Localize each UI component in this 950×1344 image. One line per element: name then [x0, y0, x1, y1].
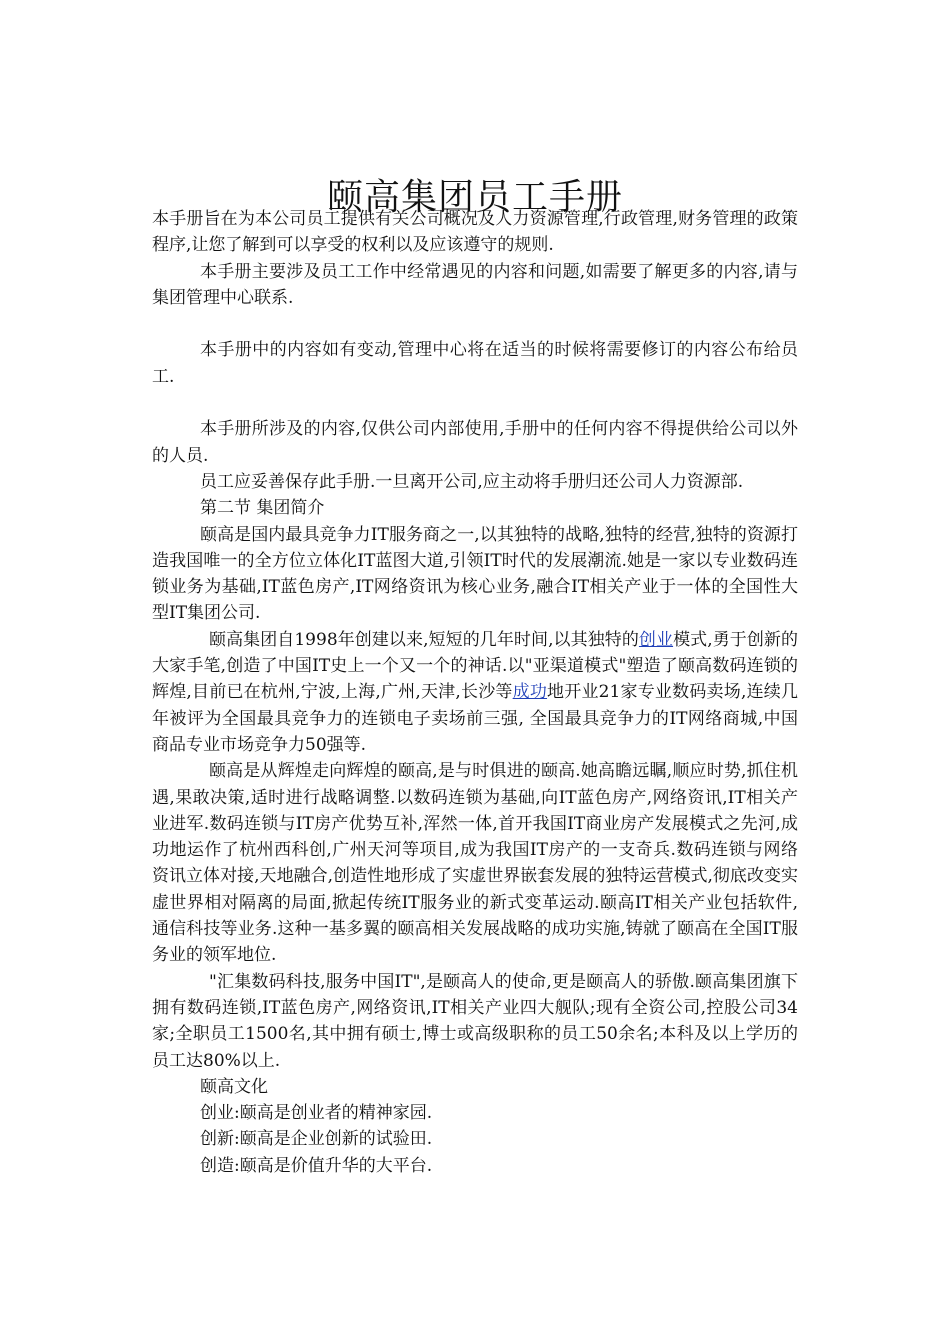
paragraph-changes: 本手册中的内容如有变动,管理中心将在适当的时候将需要修订的内容公布给员工. [152, 340, 798, 387]
paragraph-keep-handbook: 员工应妥善保存此手册.一旦离开公司,应主动将手册归还公司人力资源部. [200, 471, 744, 492]
section-heading-culture: 颐高文化 [200, 1076, 268, 1097]
paragraph-scope: 本手册主要涉及员工工作中经常遇见的内容和问题,如需要了解更多的内容,请与集团管理中心联系. [152, 261, 798, 308]
blank-line [152, 390, 798, 416]
culture-item-chuangzao: 创造:颐高是价值升华的大平台. [200, 1155, 433, 1176]
history-text-end: 地开业21家专业数码卖场,连续几年被评为全国最具竞争力的连锁电子卖场前三强, 全国最具竞争力的IT网络商城,中国商品专业市场竞争力50强等. [152, 682, 798, 755]
blank-line [152, 311, 798, 337]
culture-item-chuangxin: 创新:颐高是企业创新的试验田. [200, 1129, 433, 1150]
document-title: 颐高集团员工手册 [326, 177, 623, 219]
link-chuangye[interactable]: 创业 [638, 629, 674, 650]
culture-item-chuangye: 创业:颐高是创业者的精神家园. [200, 1103, 433, 1124]
paragraph-mission: "汇集数码科技,服务中国IT",是颐高人的使命,更是颐高人的骄傲.颐高集团旗下拥有数码连锁,IT蓝色房产,网络资讯,IT相关产业四大舰队;现有全资公司,控股公司34家;全职员工1500名,其中拥有硕士,博士或高级职称的员工50余名;本科及以上学历的员工达80%以上. [152, 971, 798, 1071]
link-chenggong[interactable]: 成功 [512, 682, 548, 703]
history-text-start: 颐高集团自1998年创建以来,短短的几年时间,以其独特的 [209, 629, 639, 650]
paragraph-strategy: 颐高是从辉煌走向辉煌的颐高,是与时俱进的颐高.她高瞻远瞩,顺应时势,抓住机遇,果敢决策,适时进行战略调整.以数码连锁为基础,向IT蓝色房产,网络资讯,IT相关产业进军.数码连锁与IT房产优势互补,浑然一体,首开我国IT商业房产发展模式之先河,成功地运作了杭州西科创,广州天河等项目,成为我国IT房产的一支奇兵.数码连锁与网络资讯立体对接,天地融合,创造性地形成了实虚世界嵌套发展的独特运营模式,彻底改变实虚世界相对隔离的局面,掀起传统IT服务业的新式变革运动.颐高IT相关产业包括软件,通信科技等业务.这种一基多翼的颐高相关发展战略的成功实施,铸就了颐高在全国IT服务业的领军地位. [152, 761, 798, 966]
paragraph-company-history [152, 627, 798, 758]
section-heading-group-intro: 第二节 集团简介 [200, 498, 325, 519]
paragraph-confidential: 本手册所涉及的内容,仅供公司内部使用,手册中的任何内容不得提供给公司以外的人员. [152, 419, 798, 466]
paragraph-intro: 本手册旨在为本公司员工提供有关公司概况及人力资源管理,行政管理,财务管理的政策程序,让您了解到可以享受的权利以及应该遵守的规则. [152, 209, 798, 256]
paragraph-company-overview: 颐高是国内最具竞争力IT服务商之一,以其独特的战略,独特的经营,独特的资源打造我国唯一的全方位立体化IT蓝图大道,引领IT时代的发展潮流.她是一家以专业数码连锁业务为基础,IT蓝色房产,IT网络资讯为核心业务,融合IT相关产业于一体的全国性大型IT集团公司. [152, 524, 798, 624]
history-text-middle: 模式,勇于创新的大家手笔,创造了中国IT史上一个又一个的神话.以"亚渠道模式"塑造了颐高数码连锁的辉煌,目前已在杭州,宁波,上海,广州,天津,长沙等 [152, 629, 798, 703]
document-body [152, 206, 798, 1179]
